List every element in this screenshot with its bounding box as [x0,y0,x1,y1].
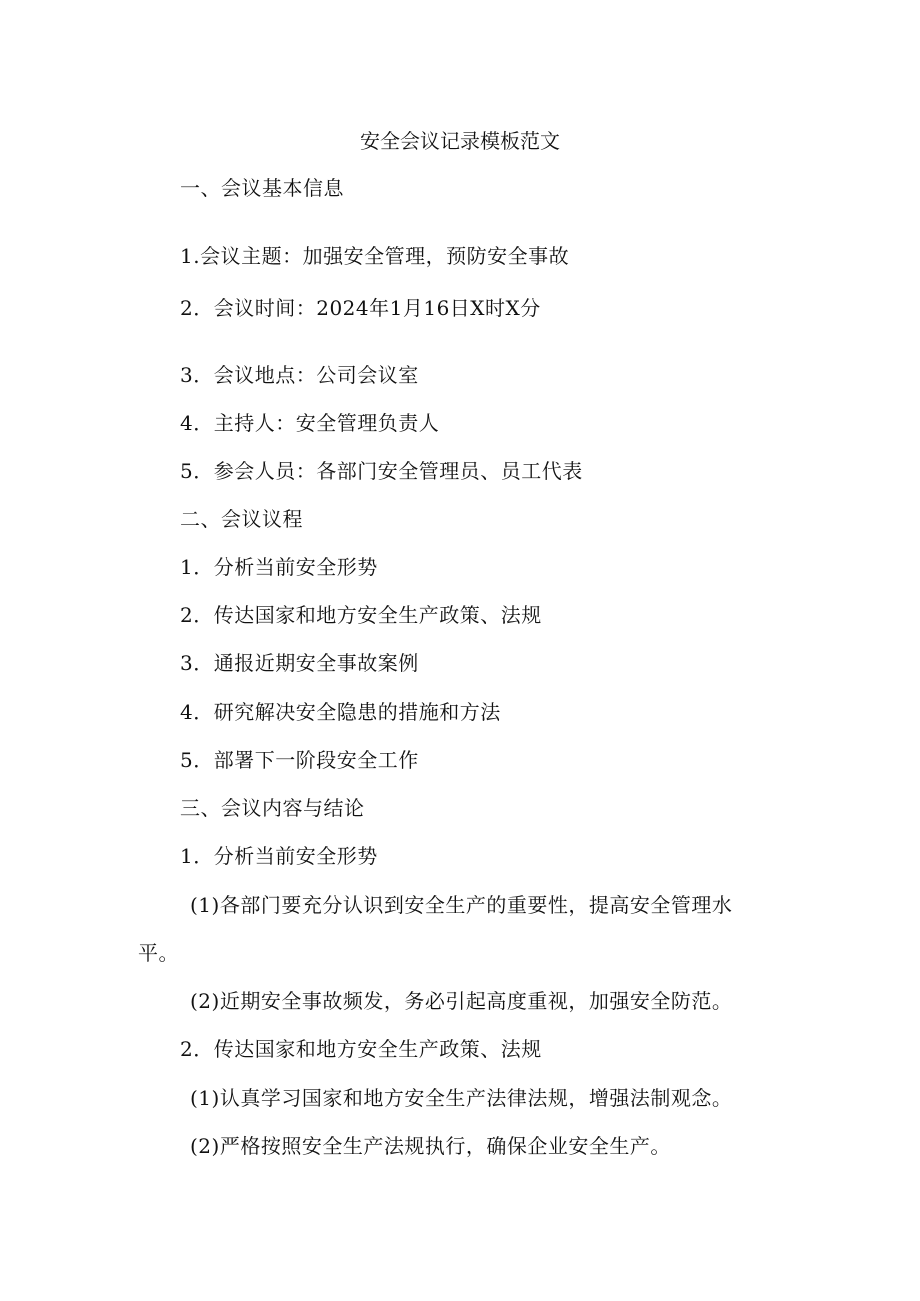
info-attendees: 5．参会人员：各部门安全管理员、员工代表 [180,459,583,483]
info-time: 2．会议时间：2024年1月16日X时X分 [180,296,541,320]
agenda-item-3: 3．通报近期安全事故案例 [180,651,419,675]
section-heading-content: 三、会议内容与结论 [180,796,365,820]
content-paragraph-1-1-cont: 平。 [138,941,179,965]
content-sub-heading-1: 1．分析当前安全形势 [180,844,378,868]
content-paragraph-2-2: (2)严格按照安全生产法规执行，确保企业安全生产。 [190,1134,671,1158]
section-heading-basic-info: 一、会议基本信息 [180,176,344,200]
agenda-item-1: 1．分析当前安全形势 [180,555,378,579]
info-location: 3．会议地点：公司会议室 [180,363,419,387]
section-heading-agenda: 二、会议议程 [180,507,303,531]
content-paragraph-1-1: (1)各部门要充分认识到安全生产的重要性，提高安全管理水 [190,893,733,917]
agenda-item-2: 2．传达国家和地方安全生产政策、法规 [180,603,542,627]
content-paragraph-2-1: (1)认真学习国家和地方安全生产法律法规，增强法制观念。 [190,1086,733,1110]
content-sub-heading-2: 2．传达国家和地方安全生产政策、法规 [180,1037,542,1061]
info-host: 4．主持人：安全管理负责人 [180,411,440,435]
content-paragraph-1-2: (2)近期安全事故频发，务必引起高度重视，加强安全防范。 [190,989,733,1013]
document-title: 安全会议记录模板范文 [360,129,560,153]
info-topic: 1.会议主题：加强安全管理，预防安全事故 [180,244,570,268]
agenda-item-5: 5．部署下一阶段安全工作 [180,748,419,772]
agenda-item-4: 4．研究解决安全隐患的措施和方法 [180,700,501,724]
